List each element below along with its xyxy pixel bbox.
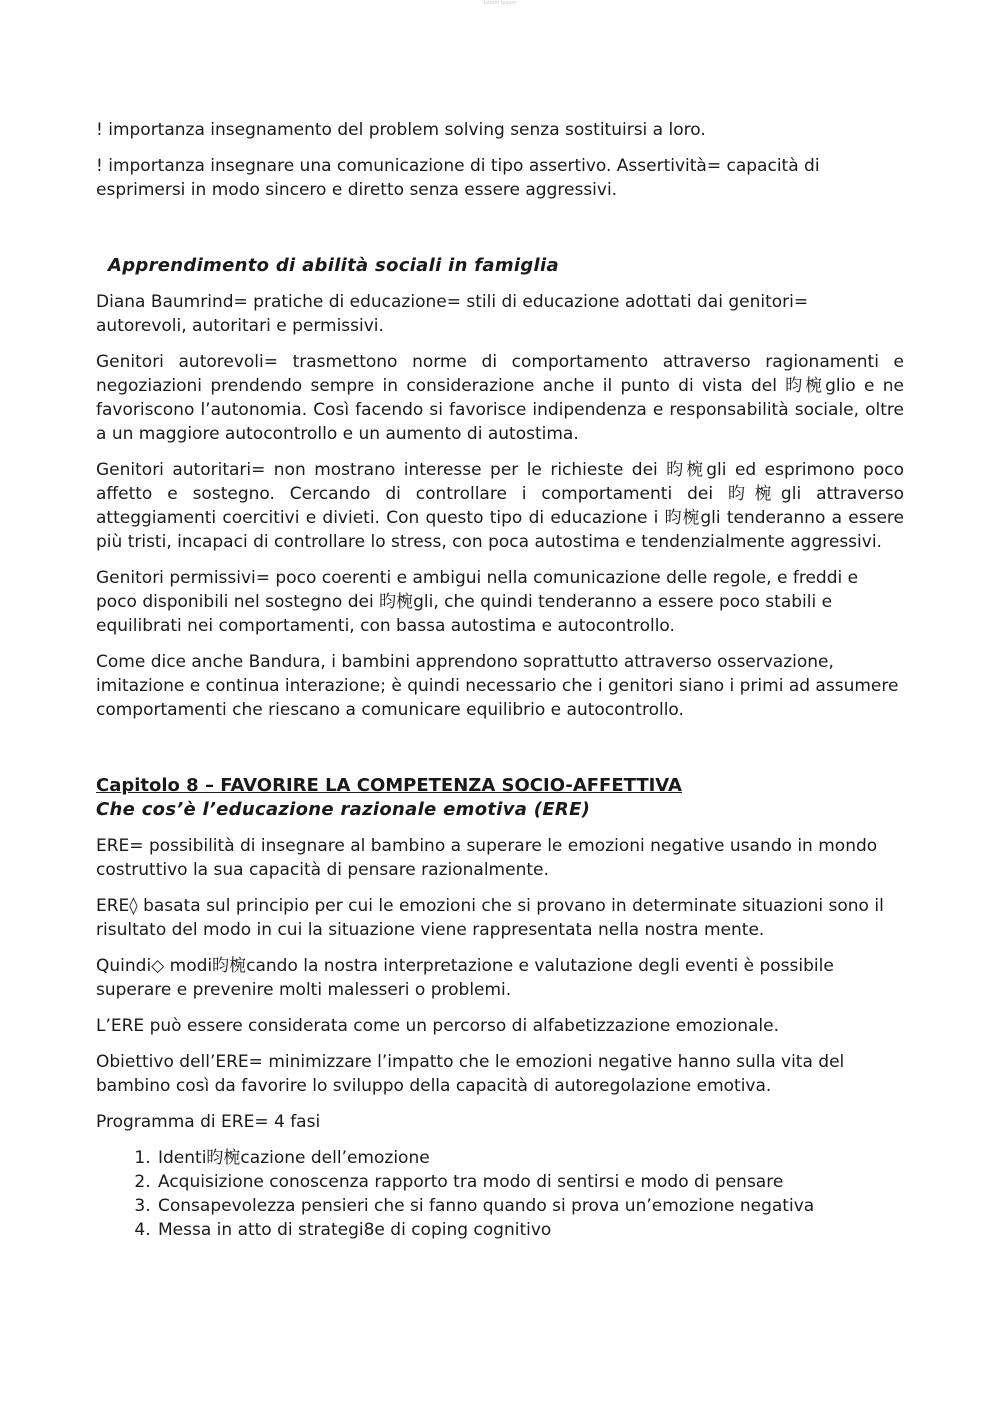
- list-item: 4. Messa in atto di strategi8e di coping cognitivo: [156, 1218, 904, 1242]
- list-item: 2. Acquisizione conoscenza rapporto tra modo di sentirsi e modo di pensare: [156, 1170, 904, 1194]
- paragraph-ere-literacy: L’ERE può essere considerata come un percorso di alfabetizzazione emozionale.: [96, 1016, 779, 1036]
- paragraph-ere-principle: ERE◊ basata sul principio per cui le emozioni che si provano in determinate situazioni sono il risultato del modo in cui la situazione viene rappresentata nella nostra mente.: [96, 896, 884, 940]
- chapter-title: Capitolo 8 – FAVORIRE LA COMPETENZA SOCIO-AFFETTIVA: [96, 775, 682, 796]
- chapter-subtitle: Che cos’è l’educazione razionale emotiva (ERE): [96, 799, 591, 820]
- section-title-social-skills: Apprendimento di abilità sociali in famiglia: [108, 255, 559, 276]
- list-item: 3. Consapevolezza pensieri che si fanno quando si prova un’emozione negativa: [156, 1194, 904, 1218]
- paragraph-bandura: Come dice anche Bandura, i bambini apprendono soprattutto attraverso osservazione, imitazione e continua interazione; è quindi necessario che i genitori siano i primi ad assumere comportamenti che riescano a comunicare equilibrio e autocontrollo.: [96, 652, 899, 720]
- paragraph-ere-interpretation: Quindi◇ modi昀椀cando la nostra interpretazione e valutazione degli eventi è possibile superare e prevenire molti malesseri o problemi.: [96, 956, 834, 1000]
- list-item: 1. Identi昀椀cazione dell’emozione: [156, 1146, 904, 1170]
- phases-list: [96, 1146, 904, 1242]
- watermark: Lorem Ipsum: [483, 0, 517, 6]
- paragraph-authoritarian: Genitori autoritari= non mostrano interesse per le richieste dei 昀椀gli ed esprimono poco affetto e sostegno. Cercando di controllare i comportamenti dei 昀椀gli attraverso atteggiamenti coercitivi e divieti. Con questo tipo di educazione i 昀椀gli tenderanno a essere più tristi, incapaci di controllare lo stress, con poca autostima e tendenzialmente aggressivi.: [96, 460, 904, 552]
- paragraph-permissive: Genitori permissivi= poco coerenti e ambigui nella comunicazione delle regole, e freddi e poco disponibili nel sostegno dei 昀椀gli, che quindi tenderanno a essere poco stabili e equilibrati nei comportamenti, con bassa autostima e autocontrollo.: [96, 568, 859, 636]
- paragraph-baumrind: Diana Baumrind= pratiche di educazione= stili di educazione adottati dai genitori= autorevoli, autoritari e permissivi.: [96, 292, 809, 336]
- intro-line-1: ! importanza insegnamento del problem solving senza sostituirsi a loro.: [96, 120, 706, 140]
- intro-line-2: ! importanza insegnare una comunicazione di tipo assertivo. Assertività= capacità di esprimersi in modo sincero e diretto senza essere aggressivi.: [96, 156, 820, 200]
- document-page: [96, 118, 904, 1242]
- paragraph-ere-definition: ERE= possibilità di insegnare al bambino a superare le emozioni negative usando in mondo costruttivo la sua capacità di pensare razionalmente.: [96, 836, 878, 880]
- paragraph-authoritative: Genitori autorevoli= trasmettono norme di comportamento attraverso ragionamenti e negoziazioni prendendo sempre in considerazione anche il punto di vista del 昀椀glio e ne favoriscono l’autonomia. Così facendo si favorisce indipendenza e responsabilità sociale, oltre a un maggiore autocontrollo e un aumento di autostima.: [96, 352, 904, 444]
- paragraph-ere-objective: Obiettivo dell’ERE= minimizzare l’impatto che le emozioni negative hanno sulla vita del bambino così da favorire lo sviluppo della capacità di autoregolazione emotiva.: [96, 1052, 845, 1096]
- paragraph-ere-program: Programma di ERE= 4 fasi: [96, 1112, 321, 1132]
